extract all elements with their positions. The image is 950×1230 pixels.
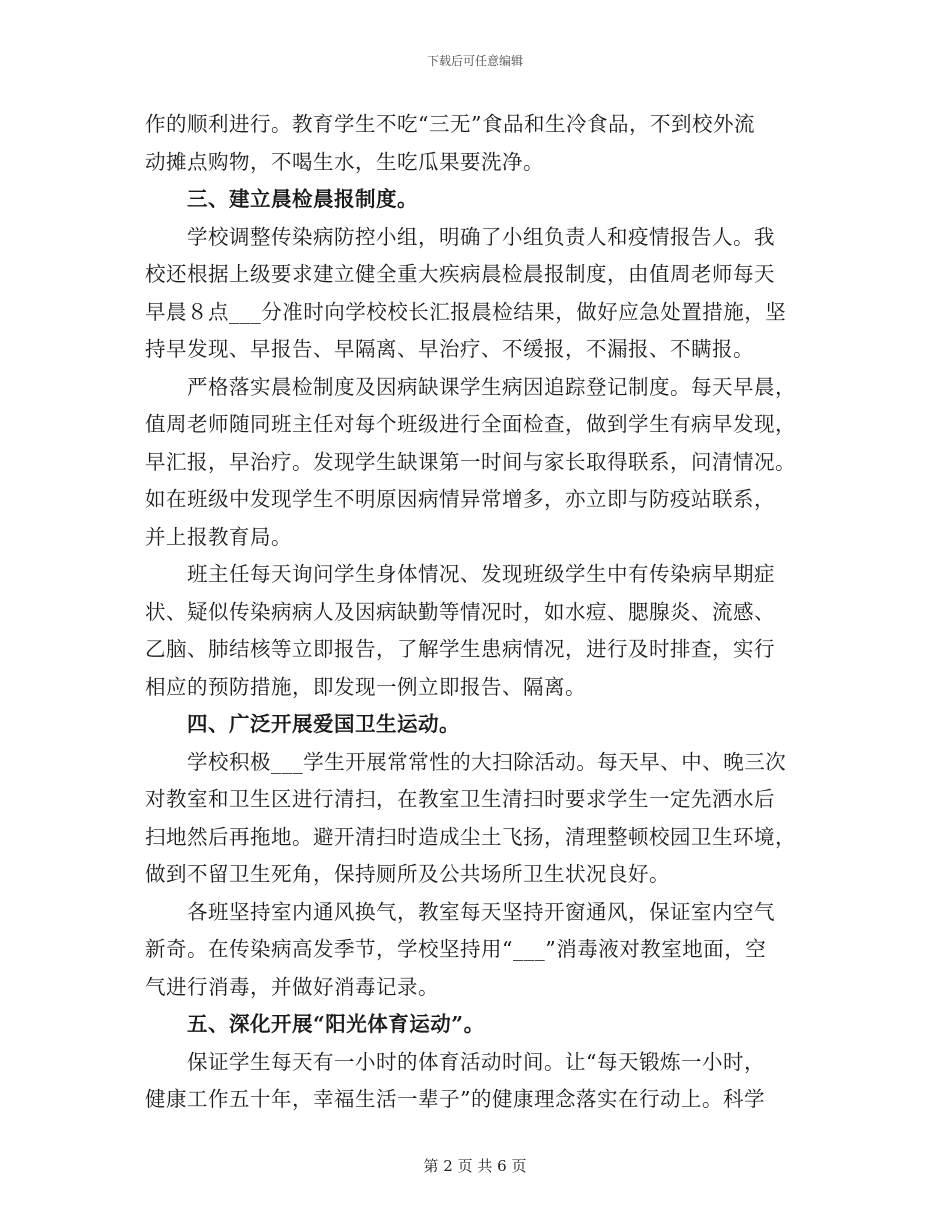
text-line: 相应的预防措施，即发现一例立即报告、隔离。 (145, 674, 586, 699)
text-line: 持早发现、早报告、早隔离、早治疗、不缓报，不漏报、不瞒报。 (145, 337, 754, 361)
text-line: 学校调整传染病防控小组，明确了小组负责人和疫情报告人。我 (187, 224, 775, 249)
page-header-note: 下载后可任意编辑 (426, 54, 523, 68)
text-line: 状、疑似传染病病人及因病缺勤等情况时，如水痘、腮腺炎、流感、 (145, 599, 775, 624)
section-heading: 五、深化开展“阳光体育运动”。 (187, 1012, 485, 1036)
page-number: 第 2 页 共 6 页 (423, 1157, 527, 1175)
text-line: 作的顺利进行。教育学生不吃“三无”食品和生冷食品，不到校外流 (145, 112, 755, 136)
text-line: 乙脑、肺结核等立即报告，了解学生患病情况，进行及时排查，实行 (145, 637, 775, 661)
text-line: 新奇。在传染病高发季节，学校坚持用“___”消毒液对教室地面，空 (145, 937, 767, 961)
text-line: 值周老师随同班主任对每个班级进行全面检查，做到学生有病早发现， (145, 412, 796, 436)
text-line: 学校积极___学生开展常常性的大扫除活动。每天早、中、晚三次 (187, 749, 787, 774)
text-line: 气进行消毒，并做好消毒记录。 (145, 974, 439, 999)
text-line: 早汇报，早治疗。发现学生缺课第一时间与家长取得联系，问清情况。 (145, 449, 796, 474)
text-line: 严格落实晨检制度及因病缺课学生病因追踪登记制度。每天早晨， (187, 374, 796, 399)
text-line: 动摊点购物，不喝生水，生吃瓜果要洗净。 (145, 149, 544, 174)
section-heading: 三、建立晨检晨报制度。 (187, 187, 418, 211)
text-line: 校还根据上级要求建立健全重大疾病晨检晨报制度，由值周老师每天 (145, 262, 775, 286)
text-line: 做到不留卫生死角，保持厕所及公共场所卫生状况良好。 (145, 862, 670, 886)
text-line: 保证学生每天有一小时的体育活动时间。让“每天锻炼一小时， (187, 1049, 765, 1074)
text-line: 扫地然后再拖地。避开清扫时造成尘土飞扬，清理整顿校园卫生环境， (145, 824, 796, 849)
text-line: 对教室和卫生区进行清扫，在教室卫生清扫时要求学生一定先洒水后 (145, 787, 775, 811)
text-line: 如在班级中发现学生不明原因病情异常增多，亦立即与防疫站联系， (145, 487, 775, 511)
text-line: 班主任每天询问学生身体情况、发现班级学生中有传染病早期症 (187, 562, 775, 586)
text-line: 健康工作五十年，幸福生活一辈子”的健康理念落实在行动上。科学 (145, 1087, 765, 1111)
text-line: 并上报教育局。 (145, 524, 292, 549)
document-body (145, 106, 810, 1119)
section-heading: 四、广泛开展爱国卫生运动。 (187, 712, 460, 736)
text-line: 各班坚持室内通风换气，教室每天坚持开窗通风，保证室内空气 (187, 899, 775, 924)
text-line: 早晨８点___分准时向学校校长汇报晨检结果，做好应急处置措施，坚 (145, 299, 787, 324)
